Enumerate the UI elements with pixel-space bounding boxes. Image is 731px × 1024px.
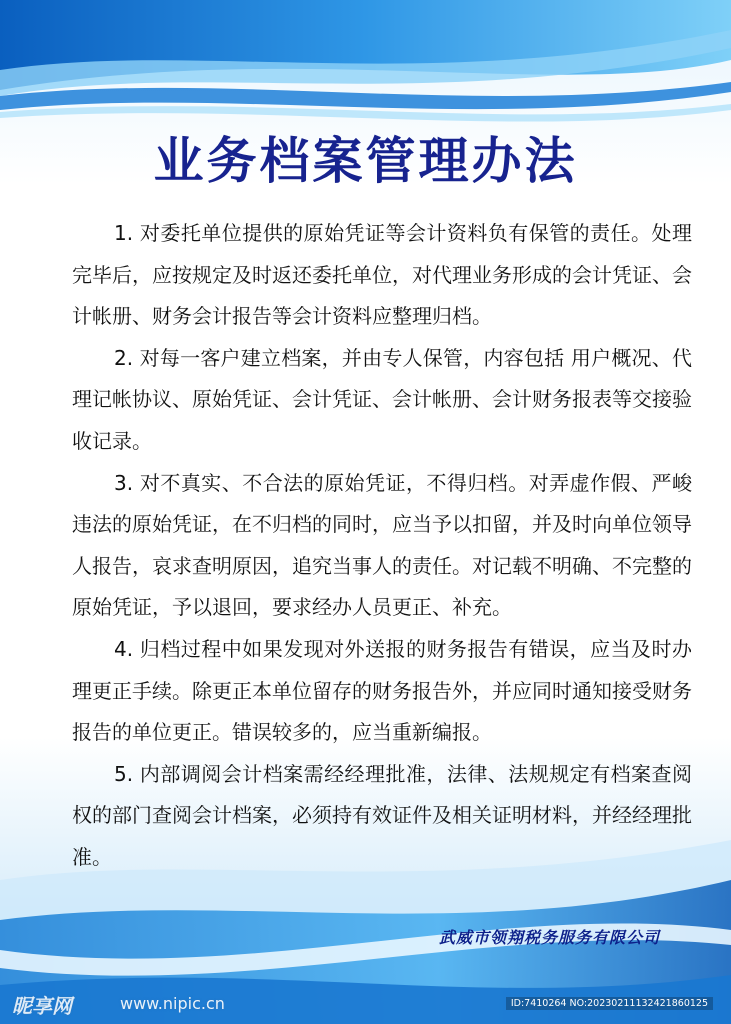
- company-name: 武威市领翔税务服务有限公司: [438, 928, 660, 947]
- rule-paragraph-3: 3. 对不真实、不合法的原始凭证，不得归档。对弄虚作假、严峻违法的原始凭证，在不归档的同时，应当予以扣留，并及时向单位领导人报告，哀求查明原因，追究当事人的责任。对记载不明确、不完整的原始凭证，予以退回，要求经办人员更正、补充。: [72, 470, 692, 620]
- rules-body: [72, 213, 692, 879]
- page-title: 业务档案管理办法: [153, 132, 578, 190]
- watermark-url: www.nipic.cn: [120, 994, 225, 1013]
- image-id-label: ID:7410264 NO:20230211132421860125: [506, 997, 713, 1010]
- rule-paragraph-5: 5. 内部调阅会计档案需经经理批准，法律、法规规定有档案查阅权的部门查阅会计档案，必须持有效证件及相关证明材料，并经经理批准。: [72, 761, 692, 869]
- watermark-logo: 昵享网: [12, 994, 72, 1018]
- rule-paragraph-2: 2. 对每一客户建立档案，并由专人保管，内容包括 用户概况、代理记帐协议、原始凭证、会计凭证、会计帐册、会计财务报表等交接验收记录。: [72, 345, 692, 453]
- rule-paragraph-1: 1. 对委托单位提供的原始凭证等会计资料负有保管的责任。处理完毕后，应按规定及时返还委托单位，对代理业务形成的会计凭证、会计帐册、财务会计报告等会计资料应整理归档。: [72, 221, 692, 329]
- rule-paragraph-4: 4. 归档过程中如果发现对外送报的财务报告有错误，应当及时办理更正手续。除更正本单位留存的财务报告外，并应同时通知接受财务报告的单位更正。错误较多的，应当重新编报。: [72, 636, 692, 745]
